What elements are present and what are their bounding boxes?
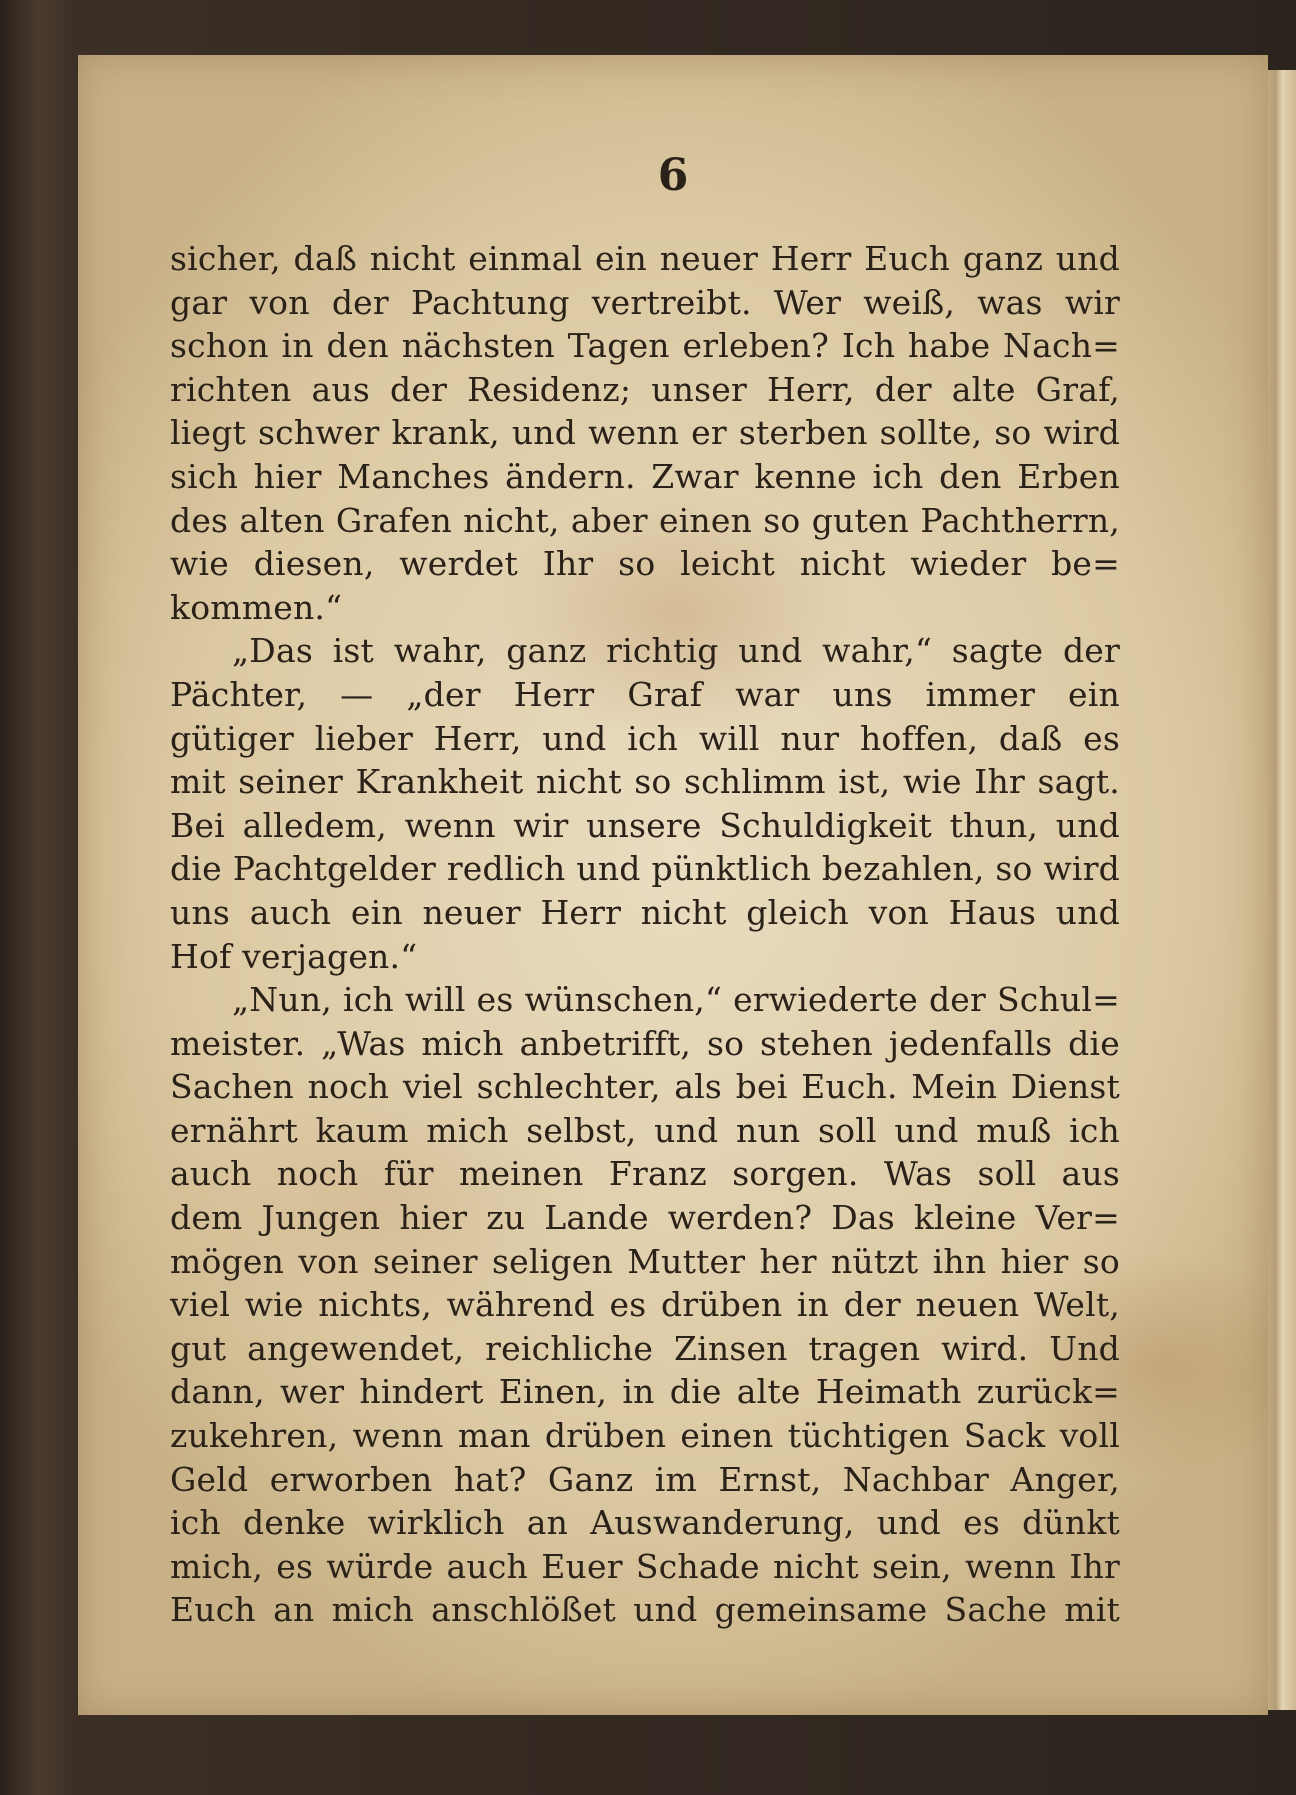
text-line: richten aus der Residenz; unser Herr, der alte Graf,	[170, 369, 1120, 409]
text-line: dann, wer hindert Einen, in die alte Heimath zurück=	[170, 1372, 1120, 1412]
text-line: des alten Grafen nicht, aber einen so guten Pachtherrn,	[170, 500, 1120, 540]
text-line: „Das ist wahr, ganz richtig und wahr,“ sagte der	[232, 631, 1120, 671]
text-line: Bei alledem, wenn wir unsere Schuldigkeit thun, und	[170, 805, 1120, 845]
text-line: Geld erworben hat? Ganz im Ernst, Nachbar Anger,	[170, 1459, 1120, 1499]
text-line: liegt schwer krank, und wenn er sterben sollte, so wird	[170, 413, 1120, 453]
text-line: mit seiner Krankheit nicht so schlimm ist, wie Ihr sagt.	[170, 762, 1120, 802]
text-line: kommen.“	[170, 587, 343, 627]
text-line: dem Jungen hier zu Lande werden? Das kleine Ver=	[170, 1198, 1120, 1238]
text-line: Hof verjagen.“	[170, 936, 418, 976]
text-line: „Nun, ich will es wünschen,“ erwiederte der Schul=	[232, 980, 1120, 1020]
text-line: schon in den nächsten Tagen erleben? Ich habe Nach=	[170, 326, 1120, 366]
text-line: Pächter, — „der Herr Graf war uns immer ein	[170, 674, 1120, 714]
text-line: gütiger lieber Herr, und ich will nur hoffen, daß es	[170, 718, 1120, 758]
text-line: uns auch ein neuer Herr nicht gleich von Haus und	[170, 892, 1120, 932]
text-line: mich, es würde auch Euer Schade nicht sein, wenn Ihr	[170, 1546, 1120, 1586]
text-line: zukehren, wenn man drüben einen tüchtigen Sack voll	[170, 1416, 1120, 1456]
text-line: gut angewendet, reichliche Zinsen tragen wird. Und	[170, 1328, 1120, 1368]
book-page	[78, 55, 1268, 1715]
text-line: viel wie nichts, während es drüben in der neuen Welt,	[170, 1285, 1120, 1325]
text-line: meister. „Was mich anbetrifft, so stehen jedenfalls die	[170, 1023, 1120, 1063]
text-line: Sachen noch viel schlechter, als bei Euch. Mein Dienst	[170, 1067, 1120, 1107]
text-line: gar von der Pachtung vertreibt. Wer weiß, was wir	[170, 282, 1120, 322]
text-line: mögen von seiner seligen Mutter her nützt ihn hier so	[170, 1241, 1120, 1281]
text-line: die Pachtgelder redlich und pünktlich bezahlen, so wird	[170, 849, 1120, 889]
text-line: auch noch für meinen Franz sorgen. Was soll aus	[170, 1154, 1120, 1194]
text-line: sich hier Manches ändern. Zwar kenne ich den Erben	[170, 456, 1120, 496]
text-line: Euch an mich anschlößet und gemeinsame Sache mit	[170, 1590, 1120, 1630]
text-line: wie diesen, werdet Ihr so leicht nicht wieder be=	[170, 544, 1120, 584]
body-text	[170, 237, 1120, 1632]
text-line: ich denke wirklich an Auswanderung, und es dünkt	[170, 1503, 1120, 1543]
page-number: 6	[657, 150, 689, 201]
text-line: sicher, daß nicht einmal ein neuer Herr Euch ganz und	[170, 239, 1120, 278]
text-line: ernährt kaum mich selbst, und nun soll und muß ich	[170, 1110, 1120, 1150]
